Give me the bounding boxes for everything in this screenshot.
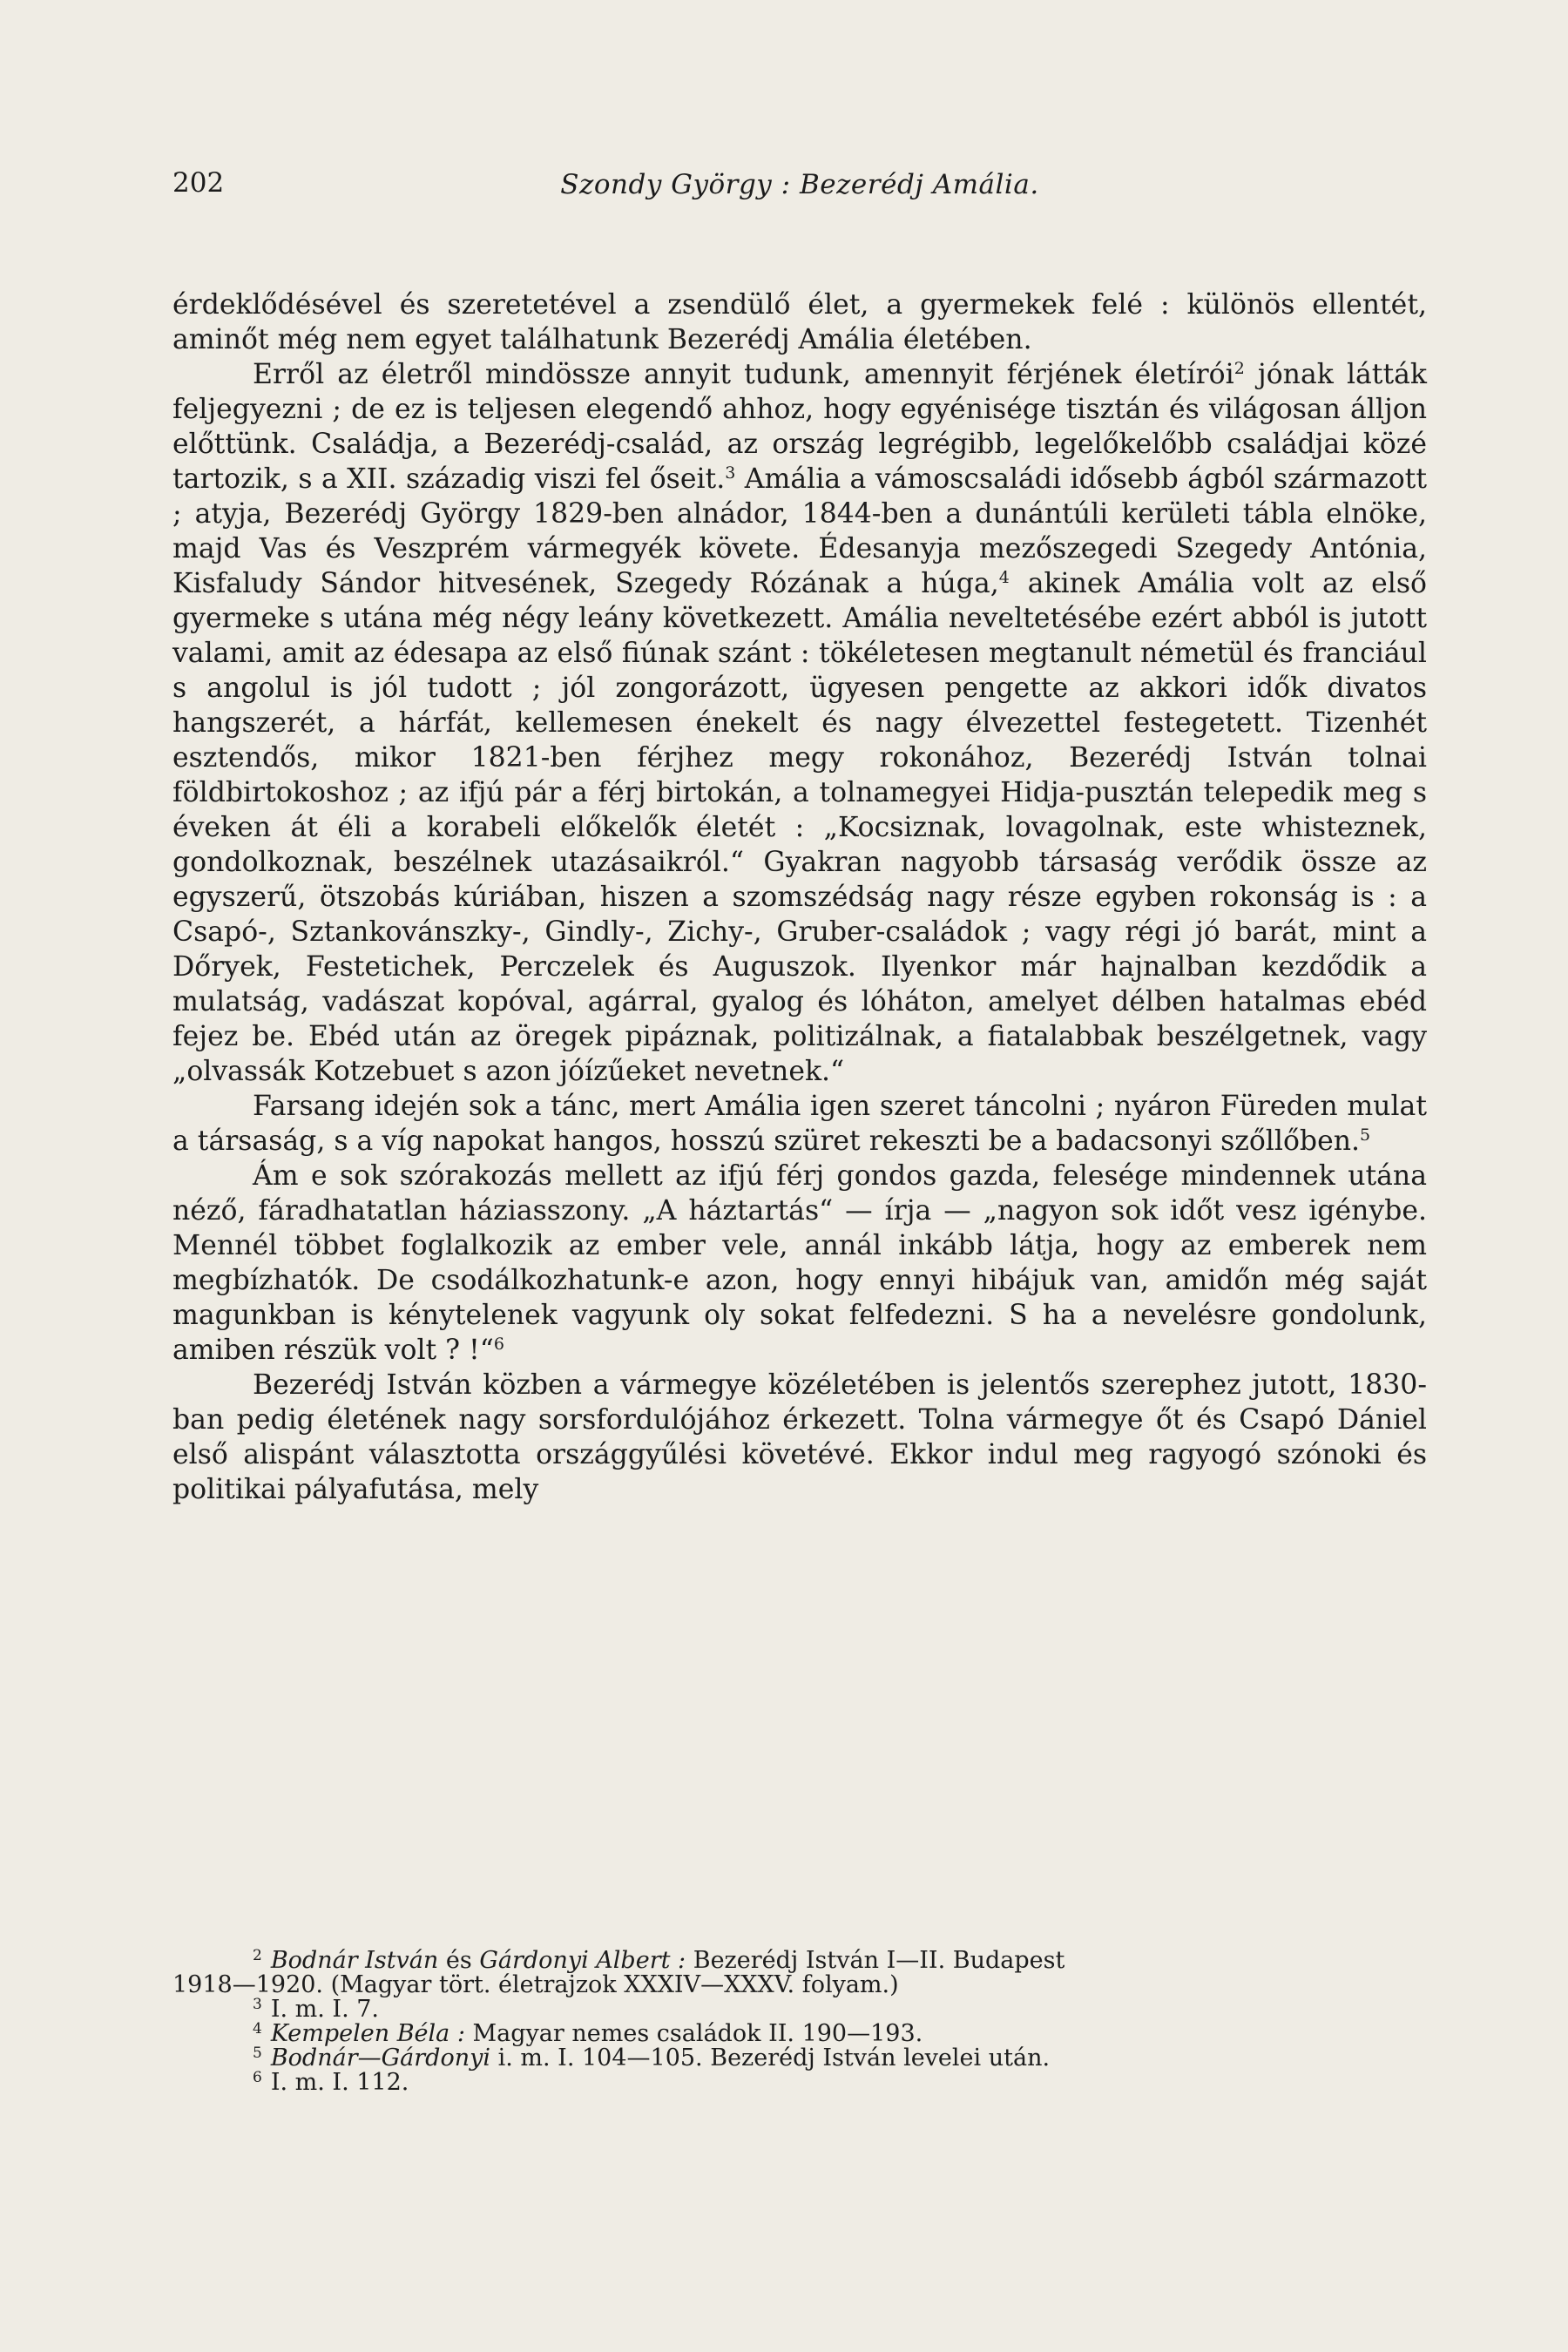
paragraph <box>172 1159 1427 1368</box>
paragraph <box>172 357 1427 1089</box>
footnote-text: I. m. I. 7. <box>270 1996 380 2023</box>
footnote-continuation: 1918—1920. (Magyar tört. életrajzok XXXIV—XXXV. folyam.) <box>172 1971 899 1998</box>
paragraph-text: Bezerédj István közben a vármegye közéletében is jelentős szerephez jutott, 1830-ban pedig életének nagy sorsfordulójához érkezett. Tolna vármegye őt és Csapó Dániel első alispánt választotta országgyűlési követévé. Ekkor indul meg ragyogó szónoki és politikai pályafutása, mely <box>172 1369 1427 1505</box>
footnote-text: I. m. I. 112. <box>270 2069 409 2096</box>
footnote <box>172 1997 1427 2022</box>
paragraph <box>172 1089 1427 1159</box>
footnote-mark: 6 <box>253 2069 262 2086</box>
paragraph-text: jónak látták feljegyezni ; de ez is teljesen elegendő ahhoz, hogy egyénisége tisztán és világosan álljon előttünk. Családja, a Bezerédj-család, az ország legrégibb, legelőkelőbb családjai közé tartozik, s a XII. századig viszi fel őseit. <box>172 359 1427 495</box>
footnote <box>172 2071 1427 2095</box>
footnote-ref: 2 <box>1233 359 1245 378</box>
running-head: Szondy György : Bezerédj Amália. <box>560 169 1039 200</box>
paragraph <box>172 1368 1427 1507</box>
footnote <box>172 2022 1427 2046</box>
paragraph-text: Farsang idején sok a tánc, mert Amália igen szeret táncolni ; nyáron Füreden mulat a társaság, s a víg napokat hangos, hosszú szüret rekeszti be a badacsonyi szőllőben. <box>172 1091 1427 1157</box>
footnote-ref: 4 <box>998 568 1010 587</box>
footnotes <box>172 1949 1427 2095</box>
footnote-text: i. m. I. 104—105. Bezerédj István levelei után. <box>497 2044 1051 2072</box>
footnote-author: Kempelen Béla : <box>270 2020 465 2047</box>
footnote-mark: 2 <box>253 1947 262 1964</box>
footnote <box>172 1949 1427 1973</box>
footnote-author: Bodnár—Gárdonyi <box>270 2044 490 2072</box>
paragraph-text: Erről az életről mindössze annyit tudunk, amennyit férjének életírói <box>253 359 1234 390</box>
footnote-author: Bodnár István <box>270 1947 439 1974</box>
body-text <box>172 287 1427 1507</box>
footnote-text: Bezerédj István I—II. Budapest <box>693 1947 1065 1974</box>
footnote-ref: 3 <box>725 463 736 483</box>
footnote-ref: 6 <box>493 1335 504 1354</box>
paragraph-text: Ám e sok szórakozás mellett az ifjú férj gondos gazda, felesége mindennek utána néző, fáradhatatlan háziasszony. „A háztartás“ — írja — „nagyon sok időt vesz igénybe. Mennél többet foglalkozik az ember vele, annál inkább látja, hogy az emberek nem megbízhatók. De csodálkozhatunk-e azon, hogy ennyi hibájuk van, amidőn még saját magunkban is kénytelenek vagyunk oly sokat felfedezni. S ha a nevelésre gondolunk, amiben részük volt ? !“ <box>172 1160 1427 1366</box>
footnote-text: és <box>445 1947 472 1974</box>
page-header <box>172 167 1427 211</box>
footnote-mark: 4 <box>253 2020 262 2038</box>
footnote-text: Magyar nemes családok II. 190—193. <box>472 2020 923 2047</box>
paragraph-text: akinek Amália volt az első gyermeke s utána még négy leány következett. Amália neveltetésébe ezért abból is jutott valami, amit az édesapa az első fiúnak szánt : tökéletesen megtanult németül és franciául s angolul is jól tudott ; jól zongorázott, ügyesen pengette az akkori idők divatos hangszerét, a hárfát, kellemesen énekelt és nagy élvezettel festegetett. Tizenhét esztendős, mikor 1821-ben férjhez megy rokonához, Bezerédj István tolnai földbirtokoshoz ; az ifjú pár a férj birtokán, a tolnamegyei Hidja-pusztán telepedik meg s éveken át éli a korabeli előkelők életét : „Kocsiznak, lovagolnak, este whisteznek, gondolkoznak, beszélnek utazásaikról.“ Gyakran nagyobb társaság verődik össze az egyszerű, ötszobás kúriában, hiszen a szomszédság nagy része egyben rokonság is : a Csapó-, Sztankovánszky-, Gindly-, Zichy-, Gruber-családok ; vagy régi jó barát, mint a Dőryek, Festetichek, Perczelek és Auguszok. Ilyenkor már hajnalban kezdődik a mulatság, vadászat kopóval, agárral, gyalog és lóháton, amelyet délben hatalmas ebéd fejez be. Ebéd után az öregek pipáznak, politizálnak, a fiatalabbak beszélgetnek, vagy „olvassák Kotzebuet s azon jóízűeket nevetnek.“ <box>172 568 1428 1087</box>
paragraph <box>172 287 1427 357</box>
footnote-author: Gárdonyi Albert : <box>479 1947 686 1974</box>
footnote-mark: 5 <box>253 2044 262 2062</box>
paragraph-text: érdeklődésével és szeretetével a zsendülő élet, a gyermekek felé : különös ellentét, aminőt még nem egyet találhatunk Bezerédj Amália életében. <box>172 289 1427 355</box>
footnote <box>172 2046 1427 2071</box>
paragraph-text: Amália a vámoscsaládi idősebb ágból származott ; atyja, Bezerédj György 1829-ben alnádor, 1844-ben a dunántúli kerületi tábla elnöke, majd Vas és Veszprém vármegyék követe. Édesanyja mezőszegedi Szegedy Antónia, Kisfaludy Sándor hitvesének, Szegedy Rózának a húga, <box>172 463 1428 599</box>
footnote-ref: 5 <box>1360 1125 1371 1145</box>
page-number: 202 <box>172 167 225 199</box>
footnote-mark: 3 <box>253 1996 262 2013</box>
